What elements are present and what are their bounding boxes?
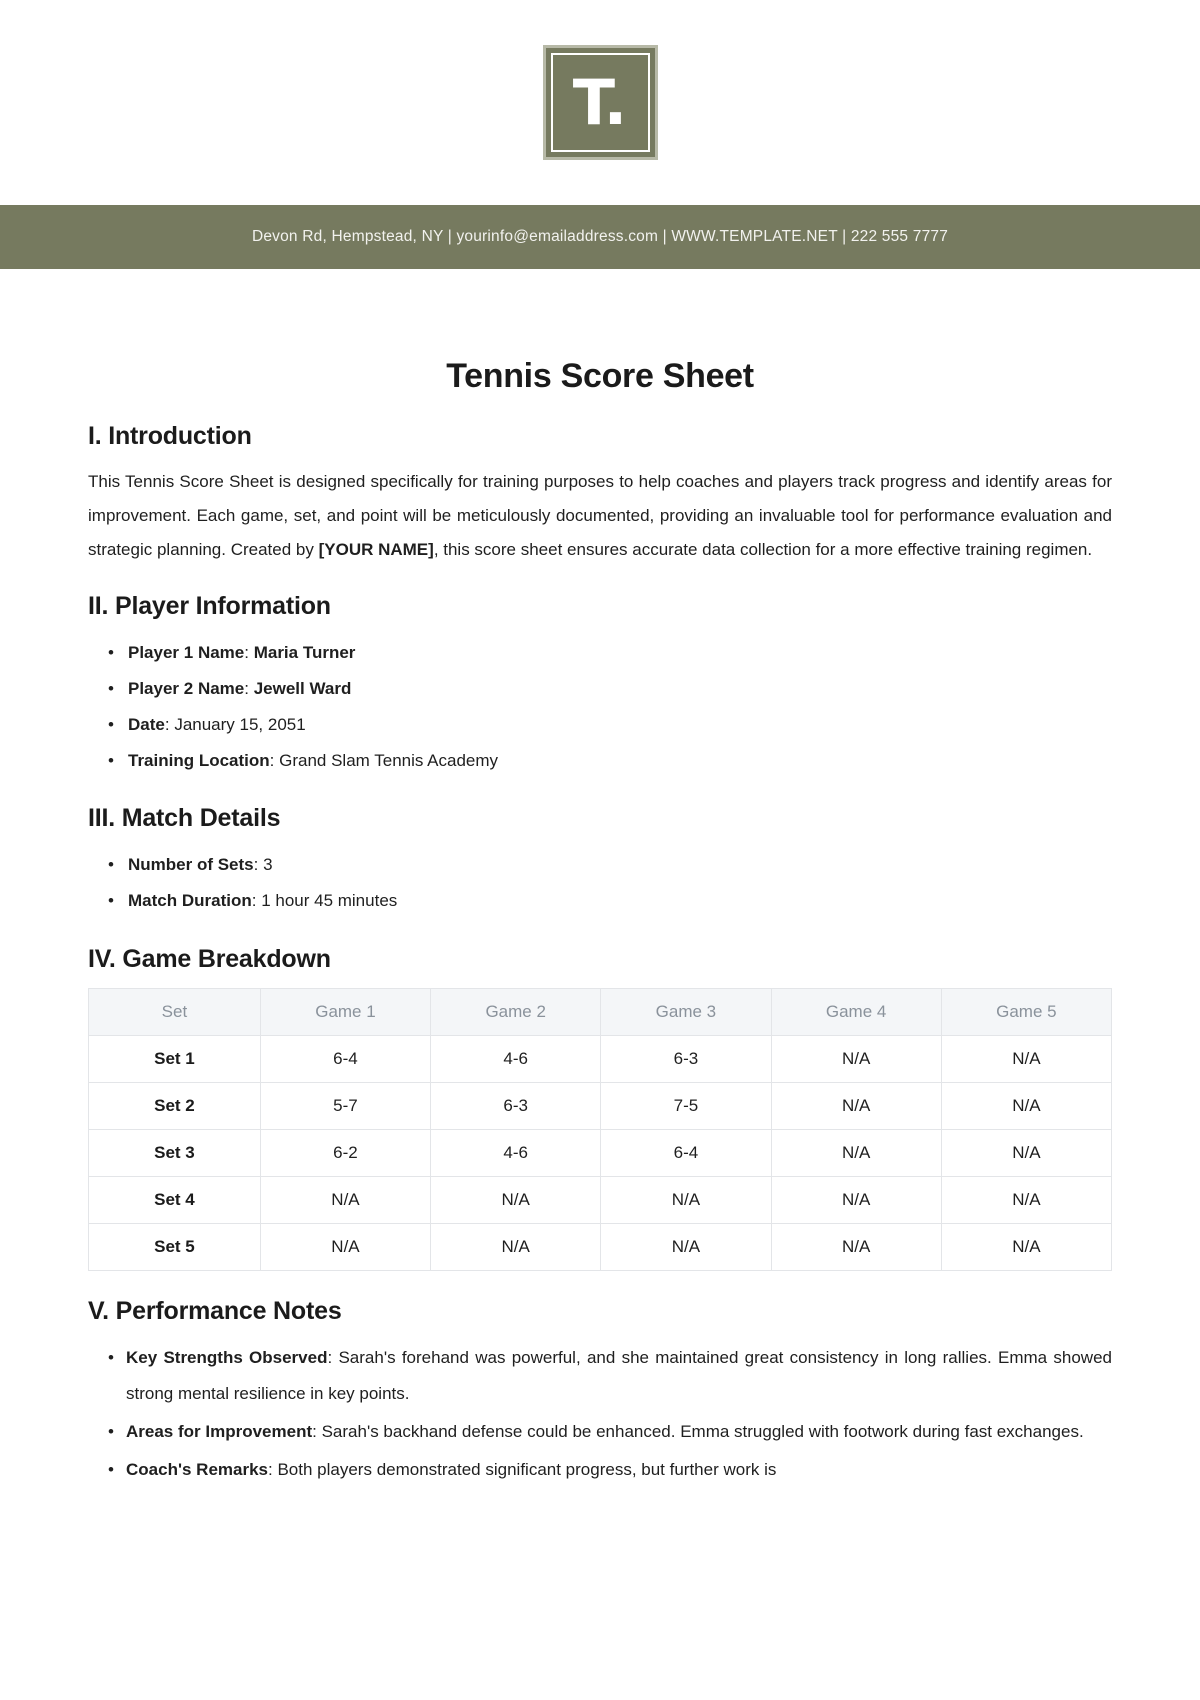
player-info-separator: :: [244, 643, 254, 663]
table-row-label: Set 5: [89, 1223, 261, 1270]
table-column-header: Game 2: [431, 988, 601, 1035]
table-row-label: Set 3: [89, 1129, 261, 1176]
section-heading-introduction: I. Introduction: [88, 422, 252, 450]
player-info-label: Date: [128, 714, 165, 734]
match-detail-item: [126, 883, 1112, 919]
table-cell-score: 6-2: [260, 1129, 430, 1176]
performance-note-text: Sarah's backhand defense could be enhanced. Emma struggled with footwork during fast exchanges.: [321, 1421, 1084, 1441]
table-cell-score: 7-5: [601, 1082, 771, 1129]
section-heading-game-breakdown: IV. Game Breakdown: [88, 944, 331, 973]
table-cell-score: N/A: [771, 1223, 941, 1270]
table-header-row: [89, 988, 1112, 1035]
performance-note-text: Sarah's forehand was powerful, and she maintained great consistency in long rallies. Emma showed strong mental resilience in key points.: [126, 1347, 1112, 1403]
table-row: [89, 1176, 1112, 1223]
logo-inner-frame: [551, 53, 650, 152]
table-cell-score: 6-3: [601, 1035, 771, 1082]
game-breakdown-table: [88, 988, 1112, 1271]
table-cell-score: N/A: [601, 1223, 771, 1270]
section-heading-match-details: III. Match Details: [88, 804, 281, 833]
introduction-paragraph: [88, 465, 1112, 566]
player-info-item: [126, 635, 1112, 671]
table-column-header: Set: [89, 988, 261, 1035]
match-detail-separator: :: [251, 890, 262, 910]
player-info-separator: :: [269, 750, 280, 770]
match-detail-value: 3: [263, 855, 273, 875]
match-detail-label: Match Duration: [128, 890, 252, 910]
table-body: [89, 1035, 1112, 1270]
table-header: [89, 988, 1112, 1035]
player-info-separator: :: [164, 714, 175, 734]
performance-note-separator: :: [327, 1347, 339, 1367]
match-detail-label: Number of Sets: [128, 855, 254, 875]
table-cell-score: 6-4: [601, 1129, 771, 1176]
table-cell-score: 5-7: [260, 1082, 430, 1129]
performance-note-label: Key Strengths Observed: [126, 1347, 328, 1367]
intro-text-after: , this score sheet ensures accurate data collection for a more effective training regimen.: [433, 539, 1093, 559]
performance-note-label: Coach's Remarks: [126, 1459, 269, 1479]
table-cell-score: N/A: [941, 1035, 1111, 1082]
player-info-label: Training Location: [128, 750, 270, 770]
player-information-list: [88, 635, 1112, 778]
section-heading-player-information: II. Player Information: [88, 592, 331, 621]
template-logo-icon: [543, 45, 658, 160]
page-title: Tennis Score Sheet: [446, 357, 754, 395]
match-detail-separator: :: [253, 855, 264, 875]
table-cell-score: N/A: [941, 1129, 1111, 1176]
match-details-list: [88, 847, 1112, 918]
player-info-item: [126, 671, 1112, 707]
player-info-item: [126, 707, 1112, 743]
performance-note-separator: :: [268, 1459, 278, 1479]
player-info-value: Jewell Ward: [253, 679, 352, 699]
performance-note-item: [126, 1414, 1112, 1450]
table-row: [89, 1035, 1112, 1082]
match-detail-item: [126, 847, 1112, 883]
table-row: [89, 1129, 1112, 1176]
table-cell-score: N/A: [260, 1176, 430, 1223]
table-cell-score: N/A: [431, 1223, 601, 1270]
table-column-header: Game 1: [260, 988, 430, 1035]
table-row: [89, 1082, 1112, 1129]
table-column-header: Game 3: [601, 988, 771, 1035]
performance-note-text: Both players demonstrated significant progress, but further work is: [277, 1459, 777, 1479]
performance-notes-list: [88, 1340, 1112, 1488]
contact-strip: [0, 205, 1200, 269]
performance-note-label: Areas for Improvement: [126, 1421, 313, 1441]
player-info-item: [126, 743, 1112, 779]
table-cell-score: N/A: [601, 1176, 771, 1223]
table-row-label: Set 2: [89, 1082, 261, 1129]
table-cell-score: N/A: [941, 1082, 1111, 1129]
contact-line: Devon Rd, Hempstead, NY | yourinfo@emailaddress.com | WWW.TEMPLATE.NET | 222 555 7777: [251, 228, 949, 245]
section-heading-performance-notes: V. Performance Notes: [88, 1296, 342, 1325]
match-detail-value: 1 hour 45 minutes: [261, 890, 398, 910]
table-cell-score: N/A: [771, 1035, 941, 1082]
table-column-header: Game 4: [771, 988, 941, 1035]
performance-note-separator: :: [312, 1421, 322, 1441]
table-column-header: Game 5: [941, 988, 1111, 1035]
table-cell-score: N/A: [941, 1223, 1111, 1270]
table-row-label: Set 4: [89, 1176, 261, 1223]
table-cell-score: 6-4: [260, 1035, 430, 1082]
performance-note-item: [126, 1340, 1112, 1412]
your-name-placeholder: [YOUR NAME]: [318, 539, 434, 559]
player-info-separator: :: [244, 679, 254, 699]
table-cell-score: N/A: [260, 1223, 430, 1270]
table-cell-score: N/A: [771, 1176, 941, 1223]
player-info-value: Grand Slam Tennis Academy: [279, 750, 499, 770]
intro-text-before: This Tennis Score Sheet is designed specifically for training purposes to help coaches and players track progress and identify areas for improvement. Each game, set, and point will be meticulously documented, providing an invaluable tool for performance evaluation and strategic planning. Created by: [88, 472, 1112, 559]
logo-letter-t: T.: [572, 65, 626, 139]
table-cell-score: N/A: [941, 1176, 1111, 1223]
player-info-value: Maria Turner: [253, 643, 356, 663]
logo-band: [0, 0, 1200, 205]
page-content: [0, 357, 1200, 1488]
table-row-label: Set 1: [89, 1035, 261, 1082]
performance-note-item: [126, 1452, 1112, 1488]
table-cell-score: 6-3: [431, 1082, 601, 1129]
player-info-label: Player 1 Name: [128, 643, 245, 663]
table-cell-score: N/A: [771, 1129, 941, 1176]
player-info-label: Player 2 Name: [128, 679, 245, 699]
table-row: [89, 1223, 1112, 1270]
table-cell-score: N/A: [431, 1176, 601, 1223]
player-info-value: January 15, 2051: [174, 714, 306, 734]
table-cell-score: N/A: [771, 1082, 941, 1129]
table-cell-score: 4-6: [431, 1035, 601, 1082]
table-cell-score: 4-6: [431, 1129, 601, 1176]
